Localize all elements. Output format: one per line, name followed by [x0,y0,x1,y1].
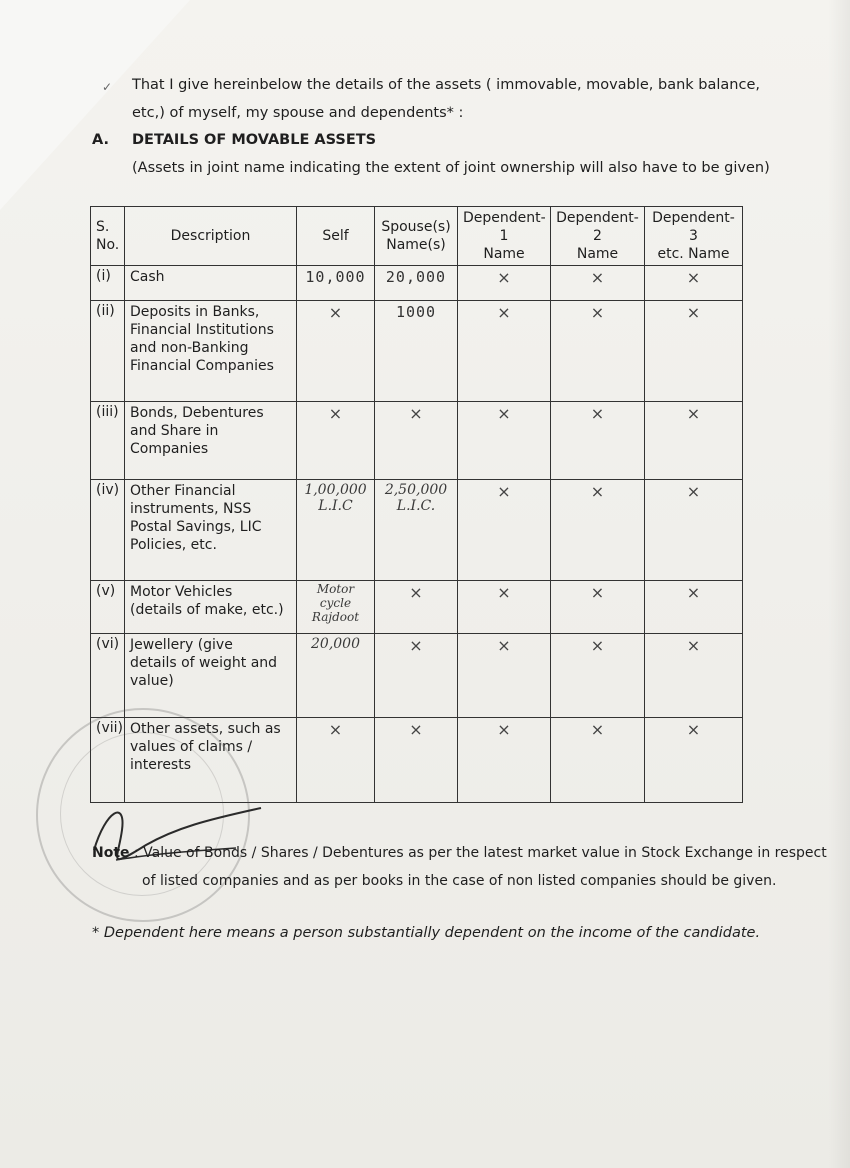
table-row [91,301,743,402]
table-row [91,634,743,718]
cell-self: Motor cycle Rajdoot [297,581,375,634]
cell-spouse: × [375,402,458,480]
cell-spouse: × [375,634,458,718]
page-edge-shadow [828,0,850,1168]
cell-spouse: × [375,718,458,803]
row-number: (vi) [91,634,125,718]
row-description: Motor Vehicles (details of make, etc.) [125,581,297,634]
cell-dependent-2: × [551,266,645,301]
cell-dependent-3: × [645,266,743,301]
cell-dependent-1: × [458,402,551,480]
cell-dependent-2: × [551,301,645,402]
row-number: (vii) [91,718,125,803]
cell-spouse: × [375,581,458,634]
note-line-1: Note : Value of Bonds / Shares / Debentures as per the latest market value in Stock Exchange in respect [92,845,827,861]
cell-dependent-1: × [458,266,551,301]
note-line-2: of listed companies and as per books in the case of non listed companies should be given. [142,873,777,889]
cell-dependent-3: × [645,718,743,803]
table-row [91,581,743,634]
row-number: (ii) [91,301,125,402]
row-description: Deposits in Banks, Financial Institutions and non-Banking Financial Companies [125,301,297,402]
cell-self: 1,00,000 L.I.C [297,480,375,581]
bullet-mark: ✓ [102,80,113,94]
header-dependent-3: Dependent-3 etc. Name [645,207,743,266]
cell-dependent-1: × [458,301,551,402]
cell-dependent-1: × [458,480,551,581]
header-sno: S. No. [91,207,125,266]
header-dependent-2: Dependent-2 Name [551,207,645,266]
cell-spouse: 1000 [375,301,458,402]
handwritten-signature [86,790,266,880]
intro-line-1: That I give hereinbelow the details of the assets ( immovable, movable, bank balance, [132,77,760,93]
dependent-footnote: * Dependent here means a person substantially dependent on the income of the candidate. [92,925,761,941]
cell-self: × [297,718,375,803]
cell-self: × [297,301,375,402]
intro-line-2: etc,) of myself, my spouse and dependents* : [132,105,464,121]
cell-self: × [297,402,375,480]
section-subtitle: (Assets in joint name indicating the extent of joint ownership will also have to be given) [132,160,770,176]
table-header-row [91,207,743,266]
cell-self: 10,000 [297,266,375,301]
header-spouse: Spouse(s) Name(s) [375,207,458,266]
cell-spouse: 2,50,000 L.I.C. [375,480,458,581]
cell-dependent-3: × [645,301,743,402]
row-description: Cash [125,266,297,301]
row-number: (iii) [91,402,125,480]
cell-dependent-2: × [551,718,645,803]
cell-dependent-1: × [458,634,551,718]
note-label: Note [92,845,130,861]
row-description: Jewellery (give details of weight and value) [125,634,297,718]
cell-spouse: 20,000 [375,266,458,301]
cell-dependent-3: × [645,634,743,718]
section-letter: A. [92,132,109,148]
cell-dependent-2: × [551,634,645,718]
table-row [91,480,743,581]
header-dependent-1: Dependent-1 Name [458,207,551,266]
row-number: (v) [91,581,125,634]
cell-dependent-3: × [645,581,743,634]
row-number: (iv) [91,480,125,581]
cell-dependent-3: × [645,480,743,581]
cell-dependent-1: × [458,581,551,634]
cell-dependent-2: × [551,402,645,480]
header-self: Self [297,207,375,266]
header-description: Description [125,207,297,266]
row-description: Bonds, Debentures and Share in Companies [125,402,297,480]
table-row [91,266,743,301]
cell-self: 20,000 [297,634,375,718]
movable-assets-table [90,206,743,803]
table-row [91,402,743,480]
cell-dependent-2: × [551,480,645,581]
cell-dependent-2: × [551,581,645,634]
row-description: Other assets, such as values of claims / interests [125,718,297,803]
row-number: (i) [91,266,125,301]
cell-dependent-3: × [645,402,743,480]
row-description: Other Financial instruments, NSS Postal Savings, LIC Policies, etc. [125,480,297,581]
section-title: DETAILS OF MOVABLE ASSETS [132,132,377,148]
cell-dependent-1: × [458,718,551,803]
